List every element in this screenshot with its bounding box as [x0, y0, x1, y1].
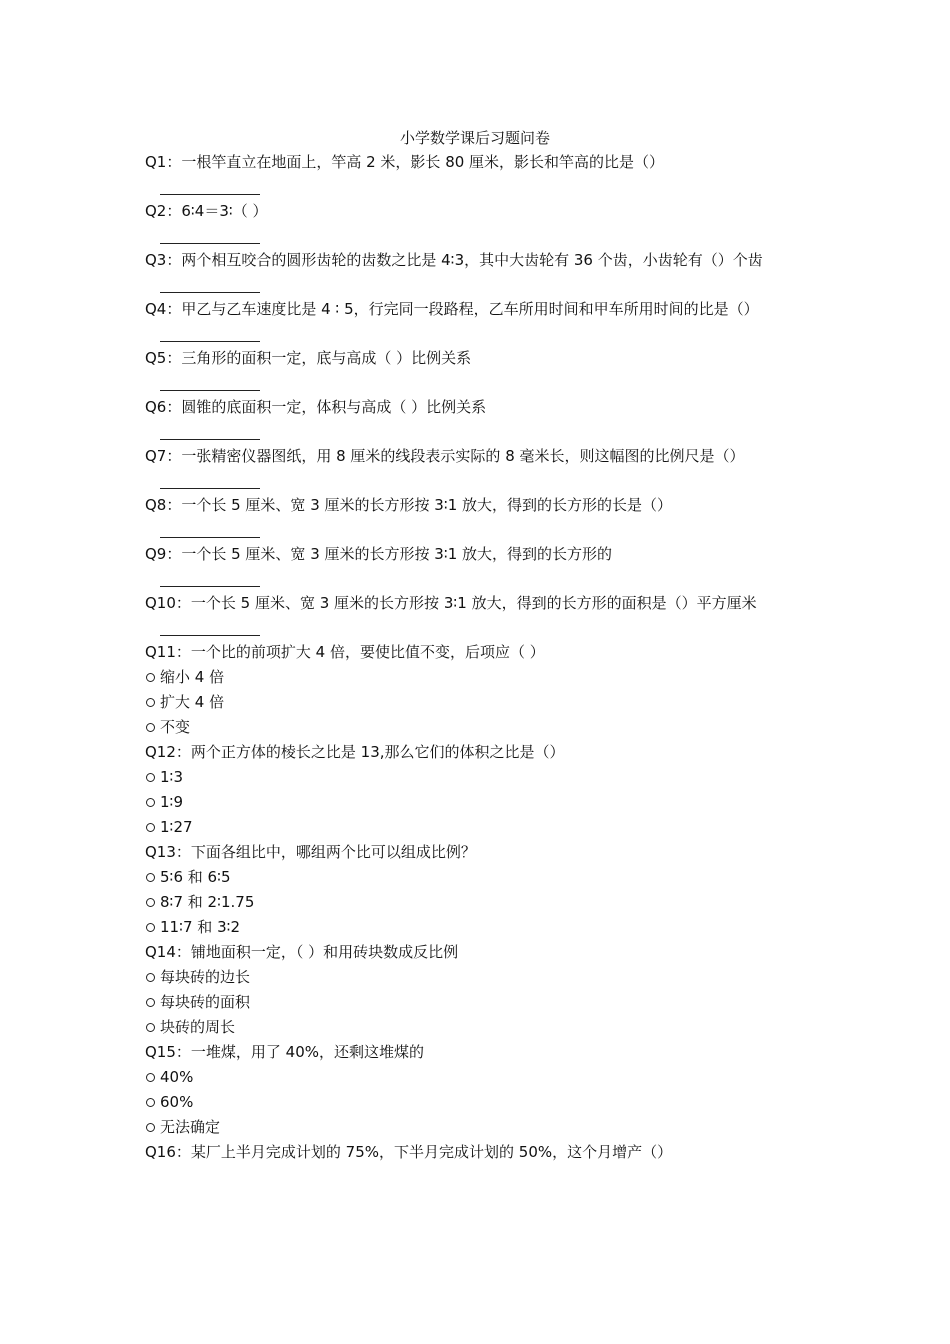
question-text: Q1：一根竿直立在地面上，竿高 2 米，影长 80 厘米，影长和竿高的比是（） [145, 153, 665, 171]
radio-circle-icon[interactable] [146, 1073, 155, 1082]
answer-blank-line[interactable] [160, 390, 260, 391]
question-text: Q12：两个正方体的棱长之比是 13,那么它们的体积之比是（） [145, 743, 565, 761]
choice-option[interactable] [145, 815, 810, 840]
choice-option[interactable] [145, 1090, 810, 1115]
radio-circle-icon[interactable] [146, 698, 155, 707]
question-text: Q6：圆锥的底面积一定，体积与高成（ ）比例关系 [145, 398, 487, 416]
choice-option[interactable] [145, 890, 810, 915]
radio-circle-icon[interactable] [146, 973, 155, 982]
option-label: 8∶7 和 2∶1.75 [160, 893, 255, 911]
radio-circle-icon[interactable] [146, 998, 155, 1007]
fill-question [145, 346, 810, 391]
option-label: 11∶7 和 3∶2 [160, 918, 241, 936]
fill-question [145, 395, 810, 440]
choice-option[interactable] [145, 765, 810, 790]
answer-blank-line[interactable] [160, 488, 260, 489]
question-text: Q9：一个长 5 厘米、宽 3 厘米的长方形按 3∶1 放大，得到的长方形的 [145, 545, 613, 563]
radio-circle-icon[interactable] [146, 723, 155, 732]
choice-question [145, 640, 810, 740]
choice-question [145, 740, 810, 840]
question-text: Q4：甲乙与乙车速度比是 4 ∶ 5，行完同一段路程，乙车所用时间和甲车所用时间的比是（） [145, 300, 759, 318]
choice-option[interactable] [145, 1065, 810, 1090]
choice-option[interactable] [145, 1015, 810, 1040]
fill-question [145, 493, 810, 538]
question-text: Q13：下面各组比中，哪组两个比可以组成比例？ [145, 843, 476, 861]
choice-option[interactable] [145, 665, 810, 690]
choice-question [145, 1040, 810, 1140]
answer-blank-line[interactable] [160, 194, 260, 195]
answer-blank-line[interactable] [160, 341, 260, 342]
option-label: 40% [160, 1068, 194, 1086]
radio-circle-icon[interactable] [146, 773, 155, 782]
fill-question [145, 199, 810, 244]
answer-blank-line[interactable] [160, 292, 260, 293]
answer-blank-line[interactable] [160, 586, 260, 587]
question-text: Q2：6∶4＝3∶（ ） [145, 202, 268, 220]
radio-circle-icon[interactable] [146, 823, 155, 832]
radio-circle-icon[interactable] [146, 1098, 155, 1107]
radio-circle-icon[interactable] [146, 873, 155, 882]
choice-option[interactable] [145, 1115, 810, 1140]
option-label: 1∶3 [160, 768, 183, 786]
fill-question [145, 150, 810, 195]
question-text: Q3：两个相互咬合的圆形齿轮的齿数之比是 4∶3，其中大齿轮有 36 个齿，小齿轮有（）个齿 [145, 251, 763, 269]
choice-question [145, 940, 810, 1040]
radio-circle-icon[interactable] [146, 1023, 155, 1032]
choice-question [145, 840, 810, 940]
option-label: 无法确定 [160, 1118, 221, 1136]
option-label: 60% [160, 1093, 194, 1111]
question-text: Q11：一个比的前项扩大 4 倍，要使比值不变，后项应（ ） [145, 643, 545, 661]
question-text: Q8：一个长 5 厘米、宽 3 厘米的长方形按 3∶1 放大，得到的长方形的长是（） [145, 496, 673, 514]
choice-question [145, 1140, 810, 1165]
question-text: Q15：一堆煤，用了 40%，还剩这堆煤的 [145, 1043, 425, 1061]
choice-option[interactable] [145, 990, 810, 1015]
question-text: Q16：某厂上半月完成计划的 75%，下半月完成计划的 50%，这个月增产（） [145, 1143, 673, 1161]
option-label: 5∶6 和 6∶5 [160, 868, 231, 886]
choice-option[interactable] [145, 790, 810, 815]
fill-question [145, 297, 810, 342]
choice-option[interactable] [145, 965, 810, 990]
fill-question [145, 248, 810, 293]
answer-blank-line[interactable] [160, 243, 260, 244]
option-label: 1∶27 [160, 818, 193, 836]
questionnaire-body [145, 150, 810, 1165]
choice-option[interactable] [145, 865, 810, 890]
radio-circle-icon[interactable] [146, 898, 155, 907]
radio-circle-icon[interactable] [146, 673, 155, 682]
fill-question [145, 444, 810, 489]
option-label: 扩大 4 倍 [160, 693, 225, 711]
option-label: 不变 [160, 718, 191, 736]
choice-option[interactable] [145, 715, 810, 740]
answer-blank-line[interactable] [160, 635, 260, 636]
page-title: 小学数学课后习题问卷 [399, 129, 550, 147]
option-label: 缩小 4 倍 [160, 668, 225, 686]
choice-option[interactable] [145, 690, 810, 715]
radio-circle-icon[interactable] [146, 1123, 155, 1132]
question-text: Q5：三角形的面积一定，底与高成（ ）比例关系 [145, 349, 472, 367]
answer-blank-line[interactable] [160, 537, 260, 538]
option-label: 每块砖的边长 [160, 968, 251, 986]
option-label: 每块砖的面积 [160, 993, 251, 1011]
question-text: Q7：一张精密仪器图纸，用 8 厘米的线段表示实际的 8 毫米长，则这幅图的比例尺是（） [145, 447, 745, 465]
fill-question [145, 591, 810, 636]
radio-circle-icon[interactable] [146, 923, 155, 932]
option-label: 1∶9 [160, 793, 183, 811]
question-text: Q14：铺地面积一定，（ ）和用砖块数成反比例 [145, 943, 459, 961]
radio-circle-icon[interactable] [146, 798, 155, 807]
option-label: 块砖的周长 [160, 1018, 236, 1036]
choice-option[interactable] [145, 915, 810, 940]
answer-blank-line[interactable] [160, 439, 260, 440]
question-text: Q10：一个长 5 厘米、宽 3 厘米的长方形按 3∶1 放大，得到的长方形的面积是（）平方厘米 [145, 594, 757, 612]
fill-question [145, 542, 810, 587]
